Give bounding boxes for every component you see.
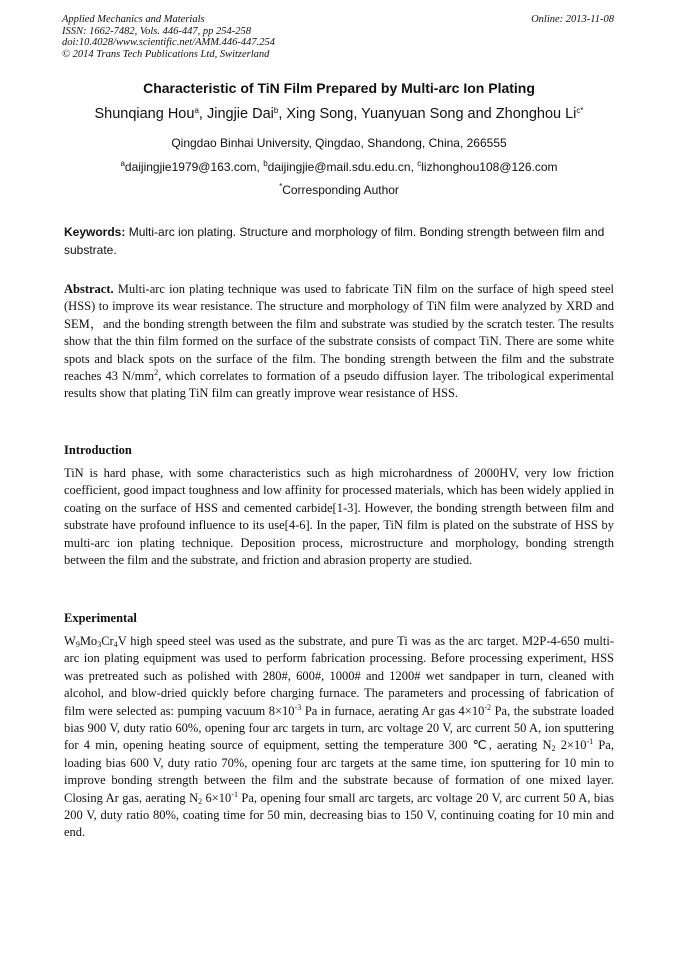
experimental-text-part: Pa, the substrate loaded bias 900 V, duty ratio 60%, opening four arc targets in turn, arc voltage 20 V, arc current 50 A, ion sputtering for 4 min, opening heating source of equipment, setting the temperature 300 ℃, aerating N [64, 703, 614, 753]
formula-sub: 3 [97, 640, 102, 649]
corresponding-sup: * [279, 182, 283, 191]
experimental-text-part: 2×10 [555, 738, 587, 753]
experimental-text-part: V high speed steel was used as the substrate, and pure Ti was as the arc target. M2P-4-650 multi-arc ion plating equipment was used to perform fabrication processing. Before processing experiment, HSS was pretreated such as polished with 280#, 600#, 1000# and 1200# wet sandpaper in turn, cleaned with alcohol, and blow-dried quickly before charging furnace. The parameters and processing of fabrication of film were selected as: pumping vacuum 8×10 [64, 634, 614, 718]
experimental-text-part: Pa in furnace, aerating Ar gas 4×10 [301, 703, 485, 718]
author-name: Jingjie Dai [206, 106, 274, 122]
formula-sub: 4 [113, 640, 118, 649]
formula-part: Mo [79, 634, 98, 648]
exponent: -3 [294, 702, 302, 712]
corresponding-author [0, 183, 678, 197]
abstract [64, 281, 614, 403]
abstract-label: Abstract. [64, 282, 114, 296]
author-name: Xing Song [286, 106, 354, 122]
author-name: Yuanyuan Song [361, 106, 464, 122]
experimental-text-part: Pa, opening four small arc targets, arc voltage 20 V, arc current 50 A, bias 200 V, duty ratio 80%, coating time for 50 min, decreasing bias to 150 V, continuing coating for 10 min and end. [64, 790, 614, 840]
paper-title: Characteristic of TiN Film Prepared by Multi-arc Ion Plating [143, 80, 535, 96]
author-sup: b [273, 106, 279, 115]
email-link[interactable]: lizhonghou108@126.com [421, 160, 558, 174]
email-sup: c [417, 159, 422, 168]
journal-name: Applied Mechanics and Materials [62, 14, 205, 25]
online-date: Online: 2013-11-08 [531, 14, 614, 25]
email-sup: b [263, 159, 268, 168]
experimental-text-part: 6×10 [202, 790, 232, 805]
formula-sub: 2 [551, 744, 556, 754]
formula-sub: 9 [75, 640, 80, 649]
corresponding-text: Corresponding Author [282, 183, 399, 197]
exponent: -1 [586, 737, 594, 747]
copyright-line: © 2014 Trans Tech Publications Ltd, Switzerland [62, 48, 270, 60]
abstract-text-2: , which correlates to formation of a pseudo diffusion layer. The tribological experimental results show that plating TiN film can greatly improve wear resistance of HSS. [64, 369, 615, 401]
abstract-text: Multi-arc ion plating technique was used to fabricate TiN film on the surface of high speed steel (HSS) to improve its wear resistance. The structure and morphology of TiN film were analyzed by XRD and SEM，and the bonding strength between the film and substrate was studied by the scratch tester. The results show that the thin film formed on the surface of the substrate consists of compact TiN. There are some white spots and black spots on the surface of the film. The bonding strength between the film and the substrate reaches 43 N/mm [64, 282, 615, 384]
journal-header [62, 14, 275, 60]
author-emails: $^a$daijingjie1979@163.com, $^b$daijingjie@mail.sdu.edu.cn, $^c$lizhonghou108@126.com [120, 159, 558, 174]
email-link[interactable]: daijingjie1979@163.com [124, 160, 257, 174]
email-link[interactable]: daijingjie@mail.sdu.edu.cn [267, 160, 411, 174]
exponent: -2 [484, 702, 492, 712]
exponent: -1 [231, 789, 238, 799]
issn-line: ISSN: 1662-7482, Vols. 446-447, pp 254-258 [62, 25, 251, 37]
abstract-sup: 2 [154, 368, 159, 378]
keywords-label: Keywords: [64, 225, 126, 239]
experimental-text [64, 633, 614, 842]
email-sup: a [120, 159, 125, 168]
author-sup: c* [576, 106, 584, 115]
author-sup: a [194, 106, 199, 115]
keywords-text: Multi-arc ion plating. Structure and morphology of film. Bonding strength between film and substrate. [64, 225, 605, 257]
author-list: Shunqiang Hou$^a$, Jingjie Dai$^b$, Xing Song, Yuanyuan Song and Zhonghou $Li^{c*}$ [94, 106, 584, 122]
keywords [64, 223, 614, 259]
affiliation: Qingdao Binhai University, Qingdao, Shandong, China, 266555 [171, 136, 507, 150]
section-heading-introduction: Introduction [64, 443, 132, 457]
formula-sub: 2 [198, 796, 203, 806]
section-heading-experimental: Experimental [64, 611, 137, 625]
author-and: and [467, 106, 492, 122]
doi-line[interactable]: doi:10.4028/www.scientific.net/AMM.446-447.254 [62, 37, 275, 48]
author-name: Shunqiang Hou [94, 106, 195, 122]
formula-part: W [64, 634, 76, 648]
author-name: Zhonghou Li [495, 106, 577, 122]
formula-part: Cr [101, 634, 114, 648]
experimental-text-part: Pa, loading bias 600 V, duty ratio 70%, opening four arc targets at the same time, ion sputtering for 10 min to improve bonding strength between the film and the substrate because of formation of one mixed layer. Closing Ar gas, aerating N [64, 738, 614, 805]
introduction-text: TiN is hard phase, with some characteristics such as high microhardness of 2000HV, very low friction coefficient, good impact toughness and low affinity for processed materials, which has been widely applied in coating on the surface of HSS and cemented carbide[1-3]. However, the bonding strength between film and substrate have profound influence to its use[4-6]. In the paper, TiN film is plated on the substrate of HSS by multi-arc ion plating technique. Deposition process, microstructure and morphology, bonding strength between the film and the substrate, and friction and abrasion property are studied. [64, 466, 614, 568]
